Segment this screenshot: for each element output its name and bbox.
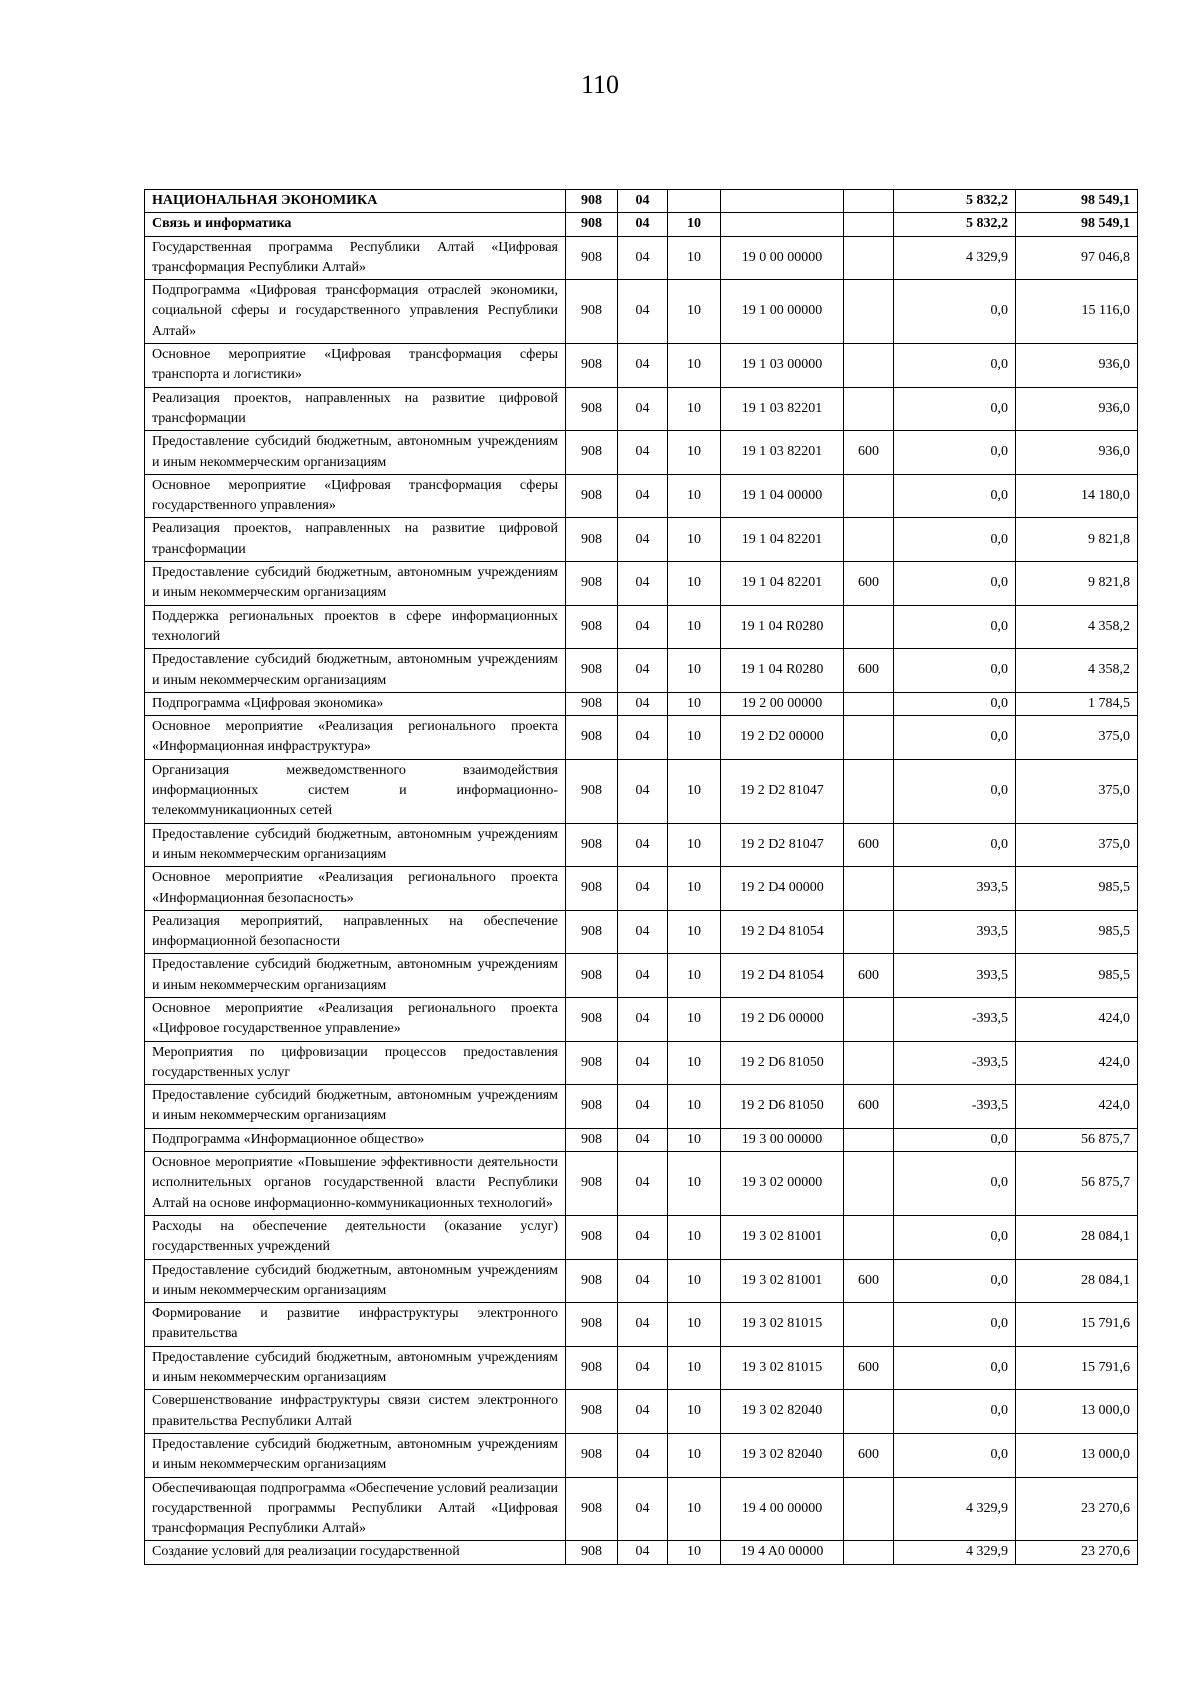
row-subsection-code: 10 [668, 431, 721, 475]
row-subsection-code: 10 [668, 910, 721, 954]
row-section-code: 04 [618, 692, 668, 715]
row-ved-code: 908 [566, 649, 618, 693]
row-expense-type: 600 [844, 823, 894, 867]
row-expense-type [844, 910, 894, 954]
row-ved-code: 908 [566, 1259, 618, 1303]
row-amount-total: 98 549,1 [1016, 213, 1138, 236]
row-name: Подпрограмма «Цифровая экономика» [145, 692, 566, 715]
row-amount-change: 393,5 [894, 954, 1016, 998]
page-number: 110 [580, 70, 620, 99]
row-subsection-code: 10 [668, 280, 721, 344]
row-name: Предоставление субсидий бюджетным, автономным учреждениям и иным некоммерческим организациям [145, 649, 566, 693]
row-section-code: 04 [618, 1259, 668, 1303]
row-ved-code: 908 [566, 280, 618, 344]
row-name: Реализация проектов, направленных на развитие цифровой трансформации [145, 387, 566, 431]
row-expense-type: 600 [844, 431, 894, 475]
row-target-article: 19 3 02 82040 [721, 1390, 844, 1434]
row-amount-total: 424,0 [1016, 1085, 1138, 1129]
row-section-code: 04 [618, 649, 668, 693]
row-expense-type [844, 518, 894, 562]
row-expense-type [844, 190, 894, 213]
budget-table [144, 189, 1138, 1565]
row-section-code: 04 [618, 236, 668, 280]
row-expense-type: 600 [844, 649, 894, 693]
row-section-code: 04 [618, 1152, 668, 1216]
row-subsection-code: 10 [668, 1152, 721, 1216]
table-row [145, 1477, 1138, 1541]
row-amount-change: 0,0 [894, 649, 1016, 693]
row-amount-change: 0,0 [894, 1215, 1016, 1259]
row-amount-change: 393,5 [894, 910, 1016, 954]
row-amount-total: 936,0 [1016, 431, 1138, 475]
table-row [145, 1541, 1138, 1564]
row-amount-change: 0,0 [894, 1152, 1016, 1216]
row-expense-type [844, 605, 894, 649]
row-subsection-code: 10 [668, 474, 721, 518]
row-subsection-code: 10 [668, 1303, 721, 1347]
row-amount-change: -393,5 [894, 1085, 1016, 1129]
row-target-article: 19 1 00 00000 [721, 280, 844, 344]
row-amount-change: 0,0 [894, 1128, 1016, 1151]
row-amount-total: 9 821,8 [1016, 562, 1138, 606]
row-expense-type [844, 997, 894, 1041]
row-section-code: 04 [618, 1085, 668, 1129]
table-row [145, 1433, 1138, 1477]
table-row [145, 823, 1138, 867]
row-target-article: 19 3 02 00000 [721, 1152, 844, 1216]
row-amount-change: 4 329,9 [894, 1477, 1016, 1541]
row-ved-code: 908 [566, 190, 618, 213]
table-row [145, 910, 1138, 954]
row-amount-total: 936,0 [1016, 387, 1138, 431]
table-row [145, 344, 1138, 388]
row-expense-type [844, 1128, 894, 1151]
row-section-code: 04 [618, 1477, 668, 1541]
row-expense-type [844, 1541, 894, 1564]
table-row [145, 190, 1138, 213]
row-name: Предоставление субсидий бюджетным, автономным учреждениям и иным некоммерческим организациям [145, 431, 566, 475]
table-row [145, 1346, 1138, 1390]
row-section-code: 04 [618, 910, 668, 954]
row-target-article: 19 2 D4 81054 [721, 910, 844, 954]
row-name: Совершенствование инфраструктуры связи систем электронного правительства Республики Алтай [145, 1390, 566, 1434]
table-row [145, 518, 1138, 562]
row-amount-total: 375,0 [1016, 759, 1138, 823]
row-subsection-code: 10 [668, 649, 721, 693]
row-target-article: 19 4 A0 00000 [721, 1541, 844, 1564]
row-amount-change: 4 329,9 [894, 236, 1016, 280]
row-section-code: 04 [618, 190, 668, 213]
row-section-code: 04 [618, 1215, 668, 1259]
row-amount-change: 393,5 [894, 867, 1016, 911]
row-subsection-code: 10 [668, 759, 721, 823]
row-amount-total: 15 116,0 [1016, 280, 1138, 344]
row-subsection-code: 10 [668, 1433, 721, 1477]
row-name: Мероприятия по цифровизации процессов предоставления государственных услуг [145, 1041, 566, 1085]
row-target-article: 19 0 00 00000 [721, 236, 844, 280]
row-section-code: 04 [618, 997, 668, 1041]
row-ved-code: 908 [566, 997, 618, 1041]
row-amount-total: 424,0 [1016, 1041, 1138, 1085]
row-section-code: 04 [618, 716, 668, 760]
table-row [145, 562, 1138, 606]
row-ved-code: 908 [566, 823, 618, 867]
row-subsection-code: 10 [668, 387, 721, 431]
row-section-code: 04 [618, 1303, 668, 1347]
table-row [145, 759, 1138, 823]
row-subsection-code: 10 [668, 867, 721, 911]
row-subsection-code: 10 [668, 954, 721, 998]
row-target-article: 19 4 00 00000 [721, 1477, 844, 1541]
row-amount-change: 0,0 [894, 759, 1016, 823]
row-amount-total: 985,5 [1016, 910, 1138, 954]
row-expense-type [844, 474, 894, 518]
row-amount-change: -393,5 [894, 1041, 1016, 1085]
row-amount-change: 4 329,9 [894, 1541, 1016, 1564]
row-ved-code: 908 [566, 1041, 618, 1085]
row-target-article: 19 1 03 00000 [721, 344, 844, 388]
row-expense-type [844, 213, 894, 236]
row-amount-total: 15 791,6 [1016, 1303, 1138, 1347]
row-expense-type [844, 1303, 894, 1347]
row-ved-code: 908 [566, 213, 618, 236]
row-section-code: 04 [618, 213, 668, 236]
row-ved-code: 908 [566, 692, 618, 715]
row-section-code: 04 [618, 1390, 668, 1434]
row-amount-total: 375,0 [1016, 823, 1138, 867]
row-amount-total: 56 875,7 [1016, 1128, 1138, 1151]
row-amount-total: 98 549,1 [1016, 190, 1138, 213]
row-name: Основное мероприятие «Цифровая трансформация сферы транспорта и логистики» [145, 344, 566, 388]
row-amount-total: 14 180,0 [1016, 474, 1138, 518]
row-ved-code: 908 [566, 910, 618, 954]
row-ved-code: 908 [566, 474, 618, 518]
row-amount-total: 985,5 [1016, 867, 1138, 911]
table-row [145, 1259, 1138, 1303]
table-row [145, 1085, 1138, 1129]
row-expense-type: 600 [844, 1085, 894, 1129]
row-subsection-code: 10 [668, 1041, 721, 1085]
row-ved-code: 908 [566, 1477, 618, 1541]
row-target-article: 19 1 04 82201 [721, 562, 844, 606]
row-subsection-code: 10 [668, 692, 721, 715]
row-amount-total: 4 358,2 [1016, 649, 1138, 693]
row-amount-total: 23 270,6 [1016, 1541, 1138, 1564]
row-subsection-code: 10 [668, 1085, 721, 1129]
row-expense-type [844, 1477, 894, 1541]
row-name: НАЦИОНАЛЬНАЯ ЭКОНОМИКА [145, 190, 566, 213]
row-name: Государственная программа Республики Алтай «Цифровая трансформация Республики Алтай» [145, 236, 566, 280]
row-amount-change: 0,0 [894, 692, 1016, 715]
row-amount-total: 936,0 [1016, 344, 1138, 388]
row-target-article: 19 1 04 00000 [721, 474, 844, 518]
row-ved-code: 908 [566, 605, 618, 649]
row-target-article [721, 213, 844, 236]
row-amount-change: 0,0 [894, 518, 1016, 562]
row-amount-change: 0,0 [894, 605, 1016, 649]
table-row [145, 1152, 1138, 1216]
row-name: Предоставление субсидий бюджетным, автономным учреждениям и иным некоммерческим организациям [145, 823, 566, 867]
row-subsection-code: 10 [668, 605, 721, 649]
row-ved-code: 908 [566, 759, 618, 823]
row-ved-code: 908 [566, 1215, 618, 1259]
table-row [145, 649, 1138, 693]
row-subsection-code: 10 [668, 562, 721, 606]
row-ved-code: 908 [566, 1128, 618, 1151]
row-target-article: 19 3 02 81015 [721, 1303, 844, 1347]
row-section-code: 04 [618, 823, 668, 867]
row-section-code: 04 [618, 867, 668, 911]
row-name: Поддержка региональных проектов в сфере информационных технологий [145, 605, 566, 649]
row-expense-type [844, 716, 894, 760]
row-expense-type [844, 344, 894, 388]
row-name: Организация межведомственного взаимодействия информационных систем и информационно-телекоммуникационных сетей [145, 759, 566, 823]
row-target-article: 19 1 04 82201 [721, 518, 844, 562]
row-section-code: 04 [618, 431, 668, 475]
row-amount-total: 13 000,0 [1016, 1390, 1138, 1434]
row-name: Предоставление субсидий бюджетным, автономным учреждениям и иным некоммерческим организациям [145, 1259, 566, 1303]
row-name: Предоставление субсидий бюджетным, автономным учреждениям и иным некоммерческим организациям [145, 1085, 566, 1129]
row-name: Подпрограмма «Информационное общество» [145, 1128, 566, 1151]
row-amount-total: 375,0 [1016, 716, 1138, 760]
row-amount-change: 0,0 [894, 1303, 1016, 1347]
row-expense-type: 600 [844, 1346, 894, 1390]
row-subsection-code: 10 [668, 1390, 721, 1434]
row-target-article: 19 2 D2 81047 [721, 759, 844, 823]
table-row [145, 1041, 1138, 1085]
row-subsection-code: 10 [668, 518, 721, 562]
row-expense-type [844, 1041, 894, 1085]
row-expense-type [844, 1215, 894, 1259]
row-target-article: 19 2 D6 81050 [721, 1085, 844, 1129]
row-amount-change: 0,0 [894, 1390, 1016, 1434]
row-name: Предоставление субсидий бюджетным, автономным учреждениям и иным некоммерческим организациям [145, 562, 566, 606]
row-subsection-code: 10 [668, 997, 721, 1041]
row-subsection-code: 10 [668, 213, 721, 236]
row-expense-type: 600 [844, 1433, 894, 1477]
row-subsection-code: 10 [668, 1128, 721, 1151]
row-section-code: 04 [618, 1541, 668, 1564]
row-name: Реализация мероприятий, направленных на обеспечение информационной безопасности [145, 910, 566, 954]
table-row [145, 1303, 1138, 1347]
row-ved-code: 908 [566, 716, 618, 760]
row-ved-code: 908 [566, 1303, 618, 1347]
budget-table-body [145, 190, 1138, 1565]
row-subsection-code: 10 [668, 1346, 721, 1390]
row-target-article: 19 2 D4 81054 [721, 954, 844, 998]
row-section-code: 04 [618, 1128, 668, 1151]
row-amount-change: 0,0 [894, 1346, 1016, 1390]
row-target-article: 19 2 D4 00000 [721, 867, 844, 911]
row-amount-change: 0,0 [894, 431, 1016, 475]
row-ved-code: 908 [566, 344, 618, 388]
table-row [145, 605, 1138, 649]
row-name: Основное мероприятие «Цифровая трансформация сферы государственного управления» [145, 474, 566, 518]
row-amount-total: 15 791,6 [1016, 1346, 1138, 1390]
table-row [145, 954, 1138, 998]
row-ved-code: 908 [566, 236, 618, 280]
row-amount-change: 0,0 [894, 823, 1016, 867]
row-section-code: 04 [618, 1041, 668, 1085]
row-target-article: 19 3 02 81001 [721, 1215, 844, 1259]
row-expense-type: 600 [844, 954, 894, 998]
row-name: Реализация проектов, направленных на развитие цифровой трансформации [145, 518, 566, 562]
row-ved-code: 908 [566, 1085, 618, 1129]
row-name: Предоставление субсидий бюджетным, автономным учреждениям и иным некоммерческим организациям [145, 1433, 566, 1477]
row-amount-change: 0,0 [894, 474, 1016, 518]
row-name: Подпрограмма «Цифровая трансформация отраслей экономики, социальной сферы и государственного управления Республики Алтай» [145, 280, 566, 344]
row-ved-code: 908 [566, 1346, 618, 1390]
row-target-article: 19 1 03 82201 [721, 387, 844, 431]
row-expense-type [844, 692, 894, 715]
row-name: Формирование и развитие инфраструктуры электронного правительства [145, 1303, 566, 1347]
row-ved-code: 908 [566, 954, 618, 998]
row-target-article [721, 190, 844, 213]
row-section-code: 04 [618, 474, 668, 518]
row-section-code: 04 [618, 1346, 668, 1390]
row-ved-code: 908 [566, 518, 618, 562]
row-ved-code: 908 [566, 867, 618, 911]
row-amount-total: 9 821,8 [1016, 518, 1138, 562]
table-row [145, 1215, 1138, 1259]
row-expense-type: 600 [844, 562, 894, 606]
row-ved-code: 908 [566, 431, 618, 475]
row-section-code: 04 [618, 759, 668, 823]
row-amount-change: 0,0 [894, 387, 1016, 431]
row-name: Расходы на обеспечение деятельности (оказание услуг) государственных учреждений [145, 1215, 566, 1259]
row-section-code: 04 [618, 954, 668, 998]
row-expense-type [844, 1152, 894, 1216]
table-row [145, 716, 1138, 760]
row-subsection-code: 10 [668, 1541, 721, 1564]
row-ved-code: 908 [566, 387, 618, 431]
row-expense-type: 600 [844, 1259, 894, 1303]
table-row [145, 387, 1138, 431]
row-name: Создание условий для реализации государственной [145, 1541, 566, 1564]
row-expense-type [844, 1390, 894, 1434]
row-expense-type [844, 867, 894, 911]
row-section-code: 04 [618, 1433, 668, 1477]
row-section-code: 04 [618, 387, 668, 431]
table-row [145, 280, 1138, 344]
table-row [145, 997, 1138, 1041]
table-row [145, 1128, 1138, 1151]
row-amount-total: 1 784,5 [1016, 692, 1138, 715]
row-target-article: 19 3 00 00000 [721, 1128, 844, 1151]
row-section-code: 04 [618, 280, 668, 344]
row-section-code: 04 [618, 605, 668, 649]
row-name: Связь и информатика [145, 213, 566, 236]
row-target-article: 19 2 D6 00000 [721, 997, 844, 1041]
row-subsection-code: 10 [668, 1477, 721, 1541]
row-amount-change: 0,0 [894, 562, 1016, 606]
row-amount-total: 28 084,1 [1016, 1259, 1138, 1303]
row-subsection-code: 10 [668, 344, 721, 388]
row-amount-change: 0,0 [894, 716, 1016, 760]
row-subsection-code: 10 [668, 716, 721, 760]
row-ved-code: 908 [566, 1433, 618, 1477]
row-section-code: 04 [618, 518, 668, 562]
row-target-article: 19 3 02 81001 [721, 1259, 844, 1303]
row-target-article: 19 1 04 R0280 [721, 649, 844, 693]
row-name: Предоставление субсидий бюджетным, автономным учреждениям и иным некоммерческим организациям [145, 1346, 566, 1390]
table-row [145, 867, 1138, 911]
row-name: Основное мероприятие «Повышение эффективности деятельности исполнительных органов государственной власти Республики Алтай на основе информационно-коммуникационных технологий» [145, 1152, 566, 1216]
row-amount-change: -393,5 [894, 997, 1016, 1041]
row-expense-type [844, 280, 894, 344]
row-ved-code: 908 [566, 1152, 618, 1216]
row-name: Обеспечивающая подпрограмма «Обеспечение условий реализации государственной программы Республики Алтай «Цифровая трансформация Республики Алтай» [145, 1477, 566, 1541]
row-name: Основное мероприятие «Реализация регионального проекта «Цифровое государственное управление» [145, 997, 566, 1041]
row-section-code: 04 [618, 344, 668, 388]
row-subsection-code: 10 [668, 1215, 721, 1259]
row-amount-change: 0,0 [894, 280, 1016, 344]
row-target-article: 19 1 04 R0280 [721, 605, 844, 649]
table-row [145, 431, 1138, 475]
row-section-code: 04 [618, 562, 668, 606]
row-amount-total: 56 875,7 [1016, 1152, 1138, 1216]
row-amount-change: 0,0 [894, 344, 1016, 388]
row-subsection-code: 10 [668, 236, 721, 280]
row-amount-total: 13 000,0 [1016, 1433, 1138, 1477]
table-row [145, 236, 1138, 280]
row-amount-change: 5 832,2 [894, 190, 1016, 213]
table-row [145, 692, 1138, 715]
row-name: Основное мероприятие «Реализация регионального проекта «Информационная безопасность» [145, 867, 566, 911]
row-name: Основное мероприятие «Реализация регионального проекта «Информационная инфраструктура» [145, 716, 566, 760]
row-target-article: 19 3 02 82040 [721, 1433, 844, 1477]
row-amount-total: 28 084,1 [1016, 1215, 1138, 1259]
row-target-article: 19 2 D2 81047 [721, 823, 844, 867]
row-amount-total: 424,0 [1016, 997, 1138, 1041]
row-amount-total: 4 358,2 [1016, 605, 1138, 649]
row-amount-total: 23 270,6 [1016, 1477, 1138, 1541]
row-amount-change: 0,0 [894, 1433, 1016, 1477]
row-target-article: 19 2 D6 81050 [721, 1041, 844, 1085]
row-subsection-code [668, 190, 721, 213]
row-amount-change: 0,0 [894, 1259, 1016, 1303]
row-target-article: 19 1 03 82201 [721, 431, 844, 475]
row-expense-type [844, 759, 894, 823]
row-ved-code: 908 [566, 1390, 618, 1434]
row-expense-type [844, 387, 894, 431]
row-subsection-code: 10 [668, 1259, 721, 1303]
row-target-article: 19 3 02 81015 [721, 1346, 844, 1390]
row-amount-total: 985,5 [1016, 954, 1138, 998]
row-amount-change: 5 832,2 [894, 213, 1016, 236]
row-subsection-code: 10 [668, 823, 721, 867]
row-amount-total: 97 046,8 [1016, 236, 1138, 280]
row-ved-code: 908 [566, 562, 618, 606]
table-row [145, 1390, 1138, 1434]
row-target-article: 19 2 D2 00000 [721, 716, 844, 760]
row-target-article: 19 2 00 00000 [721, 692, 844, 715]
table-row [145, 213, 1138, 236]
row-name: Предоставление субсидий бюджетным, автономным учреждениям и иным некоммерческим организациям [145, 954, 566, 998]
row-expense-type [844, 236, 894, 280]
table-row [145, 474, 1138, 518]
row-ved-code: 908 [566, 1541, 618, 1564]
